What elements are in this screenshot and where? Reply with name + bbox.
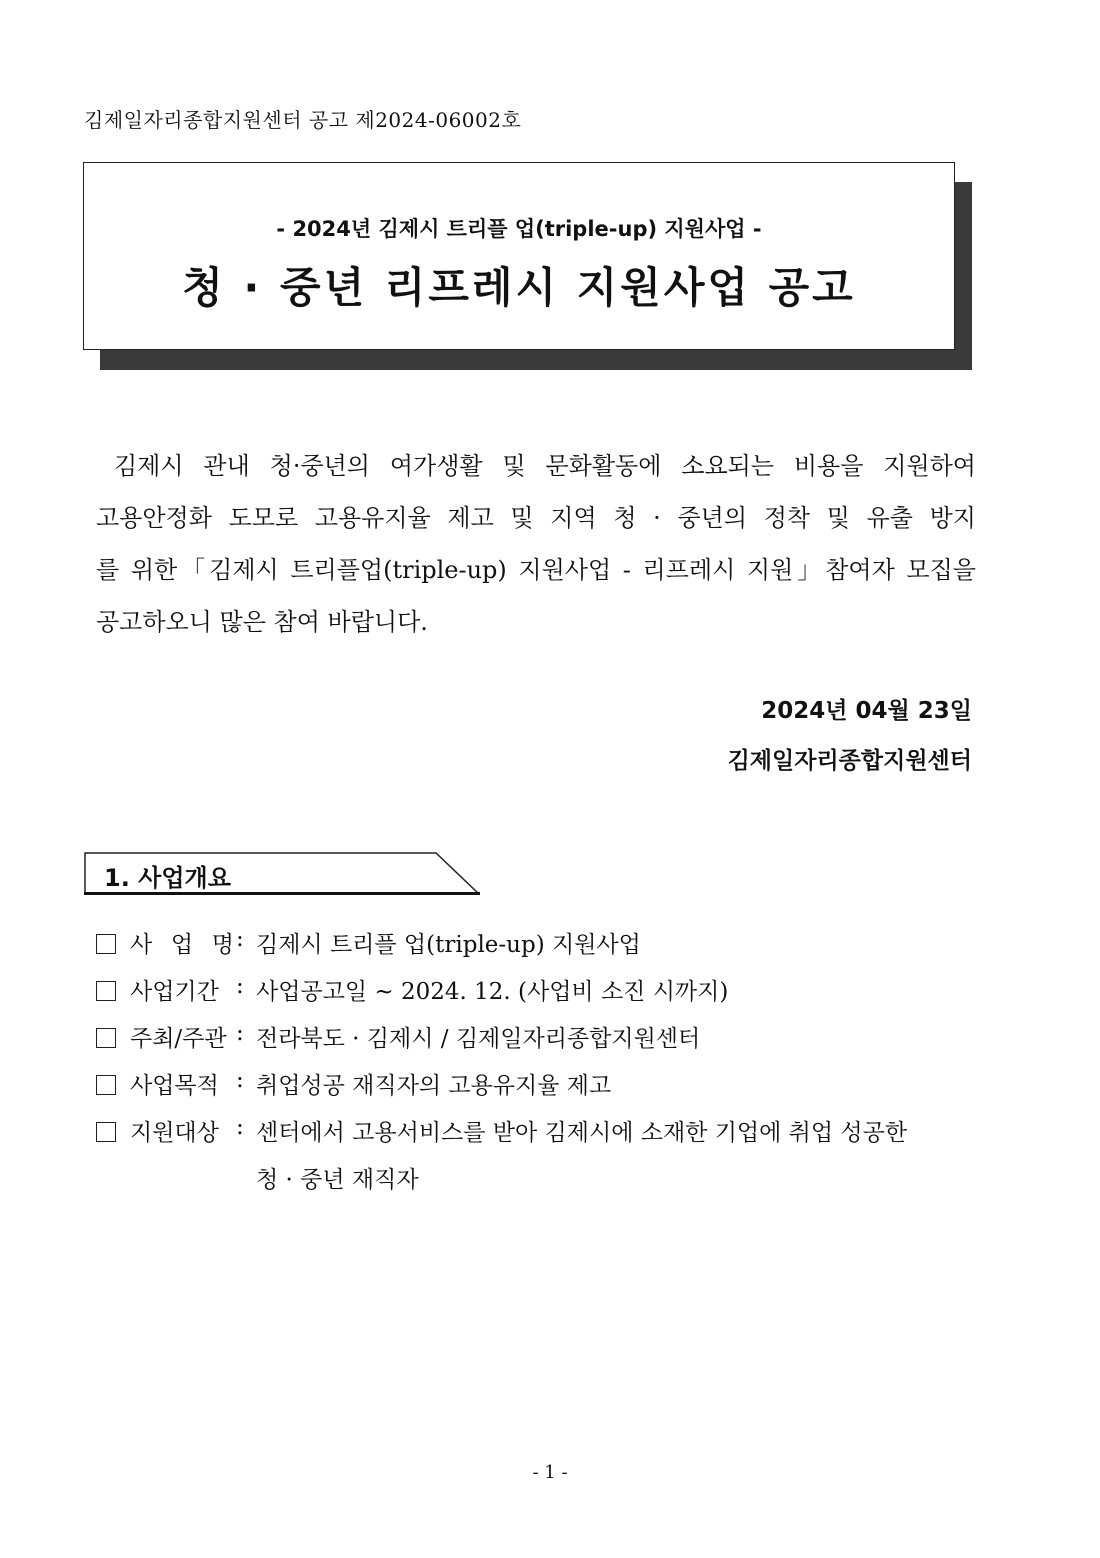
list-item (96, 1020, 996, 1067)
list-item (96, 973, 996, 1020)
item-value: 전라북도 · 김제시 / 김제일자리종합지원센터 (256, 1026, 701, 1052)
list-item (96, 926, 996, 973)
list-item (96, 1067, 996, 1114)
item-colon: : (236, 1114, 244, 1140)
title-box (83, 162, 955, 350)
item-colon: : (236, 926, 244, 952)
item-label: 주최/주관 (130, 1026, 227, 1052)
page-number: - 1 - (532, 1462, 568, 1483)
item-label: 지원대상 (130, 1120, 219, 1146)
item-colon: : (236, 973, 244, 999)
item-value-continued: 청 · 중년 재직자 (256, 1167, 419, 1193)
item-label: 사업목적 (130, 1073, 219, 1099)
intro-line: 공고하오니 많은 참여 바랍니다. (96, 608, 428, 636)
item-colon: : (236, 1020, 244, 1046)
intro-line: 김제시 관내 청·중년의 여가생활 및 문화활동에 소요되는 비용을 지원하여 (114, 452, 976, 480)
item-value: 김제시 트리플 업(triple-up) 지원사업 (256, 932, 641, 958)
item-label: 사업기간 (130, 979, 219, 1005)
checkbox-icon (96, 1028, 116, 1048)
intro-paragraph (96, 440, 976, 648)
intro-line: 를 위한「김제시 트리플업(triple-up) 지원사업 - 리프레시 지원」참여자 모집을 (96, 556, 976, 584)
section-heading: 1. 사업개요 (104, 864, 231, 892)
item-value: 센터에서 고용서비스를 받아 김제시에 소재한 기업에 취업 성공한 (256, 1120, 908, 1146)
item-colon: : (236, 1067, 244, 1093)
item-value: 사업공고일 ~ 2024. 12. (사업비 소진 시까지) (256, 979, 729, 1005)
notice-number: 김제일자리종합지원센터 공고 제2024-06002호 (84, 108, 522, 132)
title-subtitle: - 2024년 김제시 트리플 업(triple-up) 지원사업 - (276, 217, 762, 241)
checkbox-icon (96, 934, 116, 954)
list-item (96, 1114, 996, 1208)
overview-list (96, 926, 996, 1208)
issuing-organization: 김제일자리종합지원센터 (727, 748, 972, 774)
item-label: 사 업 명 (130, 932, 234, 958)
notice-date: 2024년 04월 23일 (761, 698, 972, 724)
item-value: 취업성공 재직자의 고용유지율 제고 (256, 1073, 612, 1099)
section-heading-tab (84, 852, 482, 896)
checkbox-icon (96, 1122, 116, 1142)
checkbox-icon (96, 981, 116, 1001)
intro-line: 고용안정화 도모로 고용유지율 제고 및 지역 청 · 중년의 정착 및 유출 방지 (96, 504, 976, 532)
checkbox-icon (96, 1075, 116, 1095)
page-title: 청 · 중년 리프레시 지원사업 공고 (182, 263, 856, 312)
